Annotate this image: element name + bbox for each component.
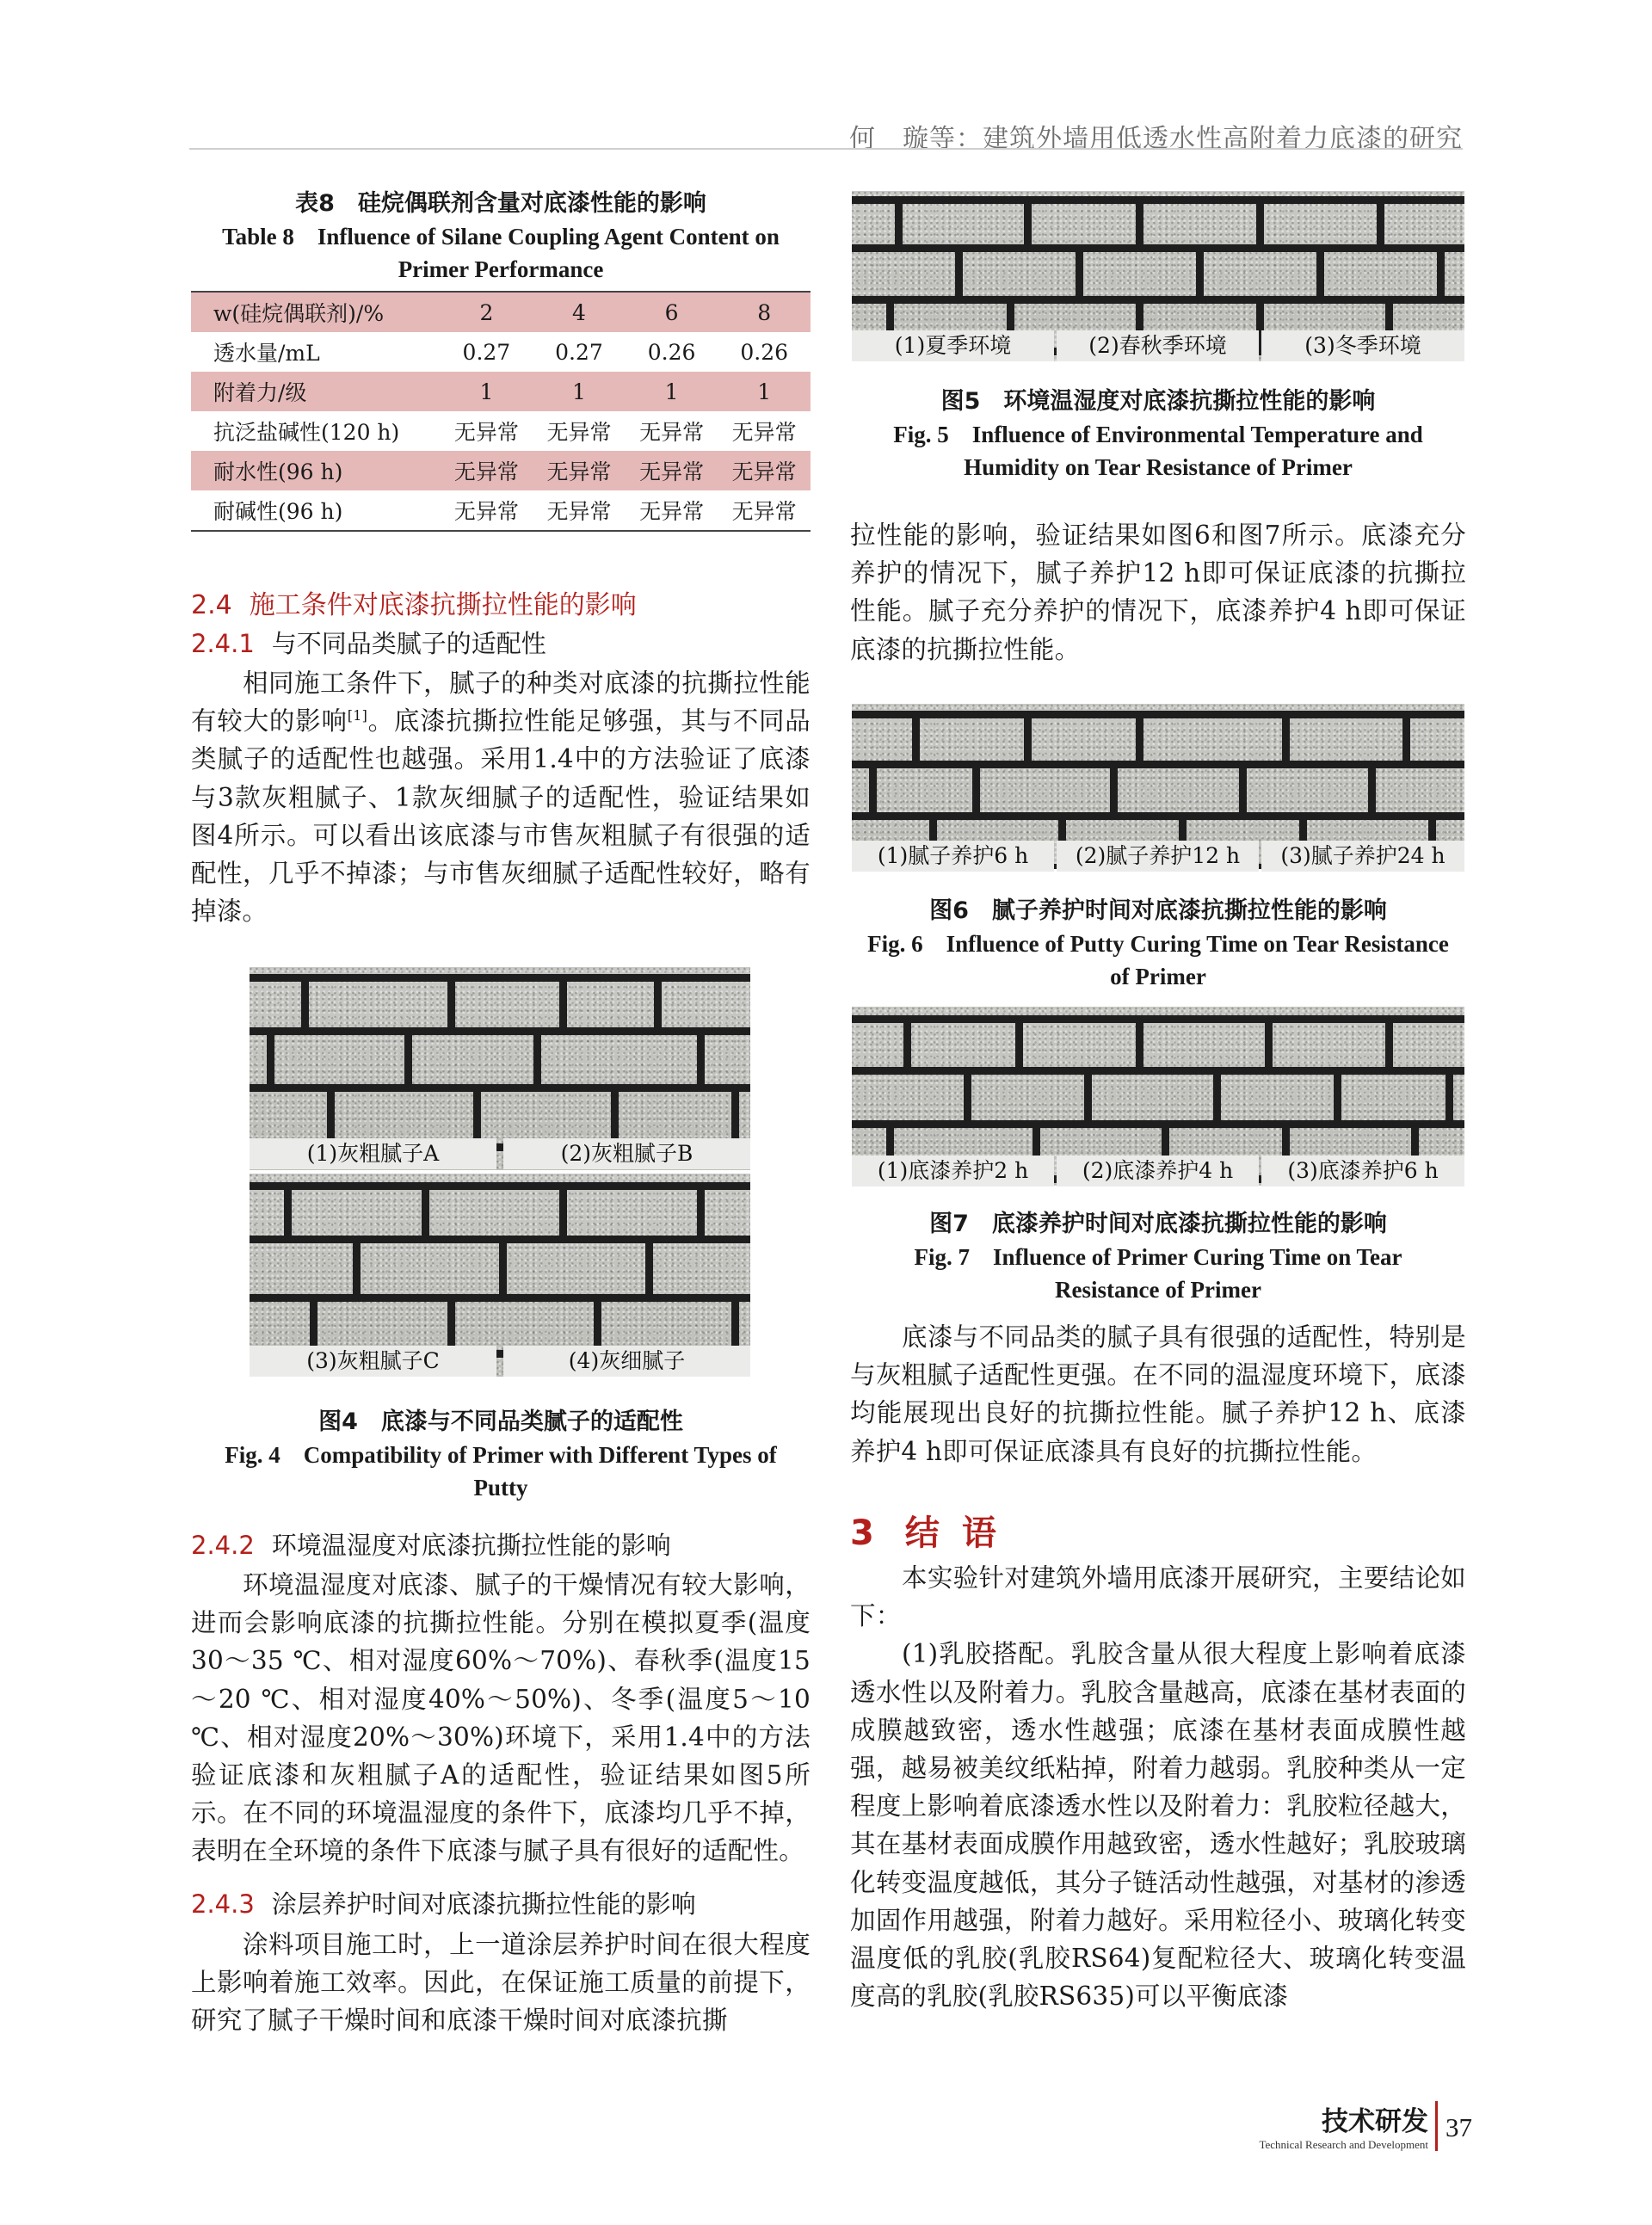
joint-vertical	[422, 1182, 429, 1236]
table-cell: 无异常	[639, 459, 705, 484]
table-cell: 1	[757, 379, 772, 404]
figure-6-caption-zh: 图6 腻子养护时间对底漆抗撕拉性能的影响	[929, 897, 1387, 924]
table-cell: 1	[664, 379, 679, 404]
joint-vertical	[533, 1027, 541, 1084]
joint-vertical	[869, 761, 877, 812]
joint-vertical	[1282, 711, 1290, 761]
table-cell: 4	[533, 292, 626, 332]
joint-vertical	[645, 1236, 653, 1294]
joint-vertical	[697, 1182, 705, 1236]
joint-vertical	[1110, 761, 1118, 812]
figure-4-caption-en-line1: Fig. 4 Compatibility of Primer with Different Types of	[225, 1442, 777, 1468]
section-2-4-1-heading	[191, 625, 811, 663]
joint-vertical	[1136, 196, 1143, 244]
joint-vertical	[1239, 761, 1247, 812]
table-cell: 1	[479, 379, 494, 404]
joint-vertical	[611, 1084, 619, 1143]
joint-vertical	[731, 1294, 739, 1350]
table-cell: 无异常	[453, 420, 519, 445]
figure-7-caption-zh: 图7 底漆养护时间对底漆抗撕拉性能的影响	[929, 1211, 1387, 1237]
joint-vertical	[1256, 196, 1264, 244]
figure-4-caption-zh: 图4 底漆与不同品类腻子的适配性	[318, 1408, 683, 1435]
table-cell: 8	[718, 292, 811, 332]
joint-horizontal	[250, 1182, 750, 1190]
figure-5-label-1: (1)夏季环境	[852, 330, 1054, 361]
joint-vertical	[284, 1182, 292, 1236]
page-number: 37	[1446, 2112, 1472, 2142]
figure-4-caption-en-line2: Putty	[473, 1475, 528, 1501]
joint-vertical	[1015, 1015, 1023, 1067]
joint-vertical	[1402, 711, 1410, 761]
figure-5-caption-en-line2: Humidity on Tear Resistance of Primer	[964, 454, 1353, 480]
figure-4-label-1: (1)灰粗腻子A	[250, 1138, 496, 1169]
table8-caption-en-line2: Primer Performance	[398, 256, 604, 282]
table-row	[191, 332, 811, 372]
joint-vertical	[559, 974, 567, 1027]
figure-7-caption-en-line1: Fig. 7 Influence of Primer Curing Time on Tear	[914, 1244, 1402, 1270]
section-3-number: 3	[850, 1513, 897, 1553]
table-cell: 无异常	[441, 490, 533, 531]
table-cell: 无异常	[639, 420, 705, 445]
paragraph-text: 。底漆抗撕拉性能足够强，其与不同品类腻子的适配性也越强。采用1.4中的方法验证了底漆与3款灰粗腻子、1款灰细腻子的适配性，验证结果如图4所示。可以看出该底漆与市售灰粗腻子有很强的适配性，几乎不掉漆；与市售灰细腻子适配性较好，略有掉漆。	[191, 706, 811, 927]
table-cell: 0.26	[647, 339, 696, 365]
table-cell: 1	[572, 379, 586, 404]
joint-vertical	[1265, 1015, 1273, 1067]
joint-vertical	[1446, 1067, 1453, 1120]
joint-vertical	[955, 244, 963, 296]
joint-vertical	[1084, 1067, 1092, 1120]
figure-4-label-4: (4)灰细腻子	[503, 1346, 750, 1377]
joint-horizontal	[852, 296, 1464, 304]
table-cell: 0.27	[462, 339, 511, 365]
figure-4-label-3: (3)灰粗腻子C	[250, 1346, 496, 1377]
joint-vertical	[1196, 244, 1204, 296]
joint-vertical	[310, 1294, 317, 1350]
table-row-label: 耐碱性(96 h)	[191, 490, 441, 531]
joint-vertical	[447, 974, 455, 1027]
joint-vertical	[1024, 711, 1032, 761]
joint-vertical	[972, 761, 980, 812]
figure-6-label-3: (3)腻子养护24 h	[1261, 841, 1464, 872]
table-row	[191, 490, 811, 531]
table-row-label: 透水量/mL	[213, 341, 320, 366]
paragraph: 涂料项目施工时，上一道涂层养护时间在很大程度上影响着施工效率。因此，在保证施工质量的前提下，研究了腻子干燥时间和底漆干燥时间对底漆抗撕	[191, 1930, 811, 2036]
joint-vertical	[1213, 1067, 1221, 1120]
table8-caption-en	[191, 220, 811, 286]
joint-horizontal	[852, 244, 1464, 252]
joint-vertical	[903, 1015, 911, 1067]
section-2-4-3-number: 2.4.3	[191, 1889, 255, 1919]
joint-horizontal	[852, 1015, 1464, 1023]
joint-horizontal	[250, 1027, 750, 1035]
table-cell: 无异常	[731, 459, 797, 484]
section-2-4-heading	[191, 587, 811, 625]
section-2-4-number: 2.4	[191, 590, 232, 620]
table-cell: 无异常	[718, 490, 811, 531]
joint-vertical	[594, 1294, 601, 1350]
joint-vertical	[353, 1236, 361, 1294]
section-3-body	[850, 1559, 1466, 2015]
figure-5-label-3: (3)冬季环境	[1261, 330, 1464, 361]
citation-ref: [1]	[347, 707, 368, 724]
paragraph: 拉性能的影响，验证结果如图6和图7所示。底漆充分养护的情况下，腻子养护12 h即可保证底漆的抗撕拉性能。腻子充分养护的情况下，底漆养护4 h即可保证底漆的抗撕拉性能。	[850, 521, 1466, 664]
section-2-4-2-heading	[191, 1526, 811, 1564]
table8-caption-en-line1: Table 8 Influence of Silane Coupling Agent Content on	[222, 224, 780, 250]
joint-vertical	[1437, 244, 1445, 296]
figure-7-label-1: (1)底漆养护2 h	[852, 1156, 1054, 1186]
joint-vertical	[1368, 761, 1376, 812]
section-2-4-1-title: 与不同品类腻子的适配性	[271, 629, 546, 658]
table8	[191, 291, 811, 532]
table-row-label: 耐水性(96 h)	[213, 459, 343, 484]
joint-horizontal	[250, 974, 750, 982]
paragraph: 环境温湿度对底漆、腻子的干燥情况有较大影响，进而会影响底漆的抗撕拉性能。分别在模拟夏季(温度30～35 ℃、相对湿度60%～70%)、春秋季(温度15～20 ℃、相对湿度40%～50%)、冬季(温度5～10 ℃、相对湿度20%～30%)环境下，采用1.4中的方法验证底漆和灰粗腻子A的适配性，验证结果如图5所示。在不同的环境温湿度的条件下，底漆均几乎不掉，表明在全环境的条件下底漆与腻子具有很好的适配性。	[191, 1570, 811, 1866]
paragraph-text: 相同施工条件下，腻子的种类对底漆的抗撕拉性能有较大的影响	[191, 669, 811, 737]
paragraph: (1)乳胶搭配。乳胶含量从很大程度上影响着底漆透水性以及附着力。乳胶含量越高，底漆在基材表面的成膜越致密，透水性越强；底漆在基材表面成膜性越强，越易被美纹纸粘掉，附着力越弱。乳胶种类从一定程度上影响着底漆透水性以及附着力：乳胶粒径越大，其在基材表面成膜作用越致密，透水性越好；乳胶玻璃化转变温度越低，其分子链活动性越强，对基材的渗透加固作用越强，附着力越好。采用粒径小、玻璃化转变温度低的乳胶(乳胶RS64)复配粒径大、玻璃化转变温度高的乳胶(乳胶RS635)可以平衡底漆	[850, 1639, 1466, 2012]
section-2-4-3-title: 涂层养护时间对底漆抗撕拉性能的影响	[271, 1889, 696, 1919]
figure-4-label-2: (2)灰粗腻子B	[503, 1138, 750, 1169]
joint-vertical	[473, 1084, 481, 1143]
table-cell: 0.27	[555, 339, 603, 365]
paragraph	[191, 664, 811, 930]
joint-horizontal	[250, 1084, 750, 1092]
joint-vertical	[1334, 1067, 1341, 1120]
section-2-4-2-number: 2.4.2	[191, 1531, 255, 1560]
table-cell: 无异常	[626, 490, 718, 531]
figure-5-label-2: (2)春秋季环境	[1057, 330, 1259, 361]
figure-5-caption-en	[850, 418, 1466, 484]
figure-7-label-3: (3)底漆养护6 h	[1261, 1156, 1464, 1186]
joint-vertical	[1377, 196, 1384, 244]
table-cell: 无异常	[546, 459, 612, 484]
table-cell: 无异常	[453, 459, 519, 484]
joint-vertical	[1076, 244, 1083, 296]
joint-horizontal	[852, 711, 1464, 718]
running-head: 何 璇等：建筑外墙用低透水性高附着力底漆的研究	[849, 124, 1463, 154]
joint-vertical	[1136, 711, 1143, 761]
joint-vertical	[697, 1027, 705, 1084]
section-2-4-3-heading	[191, 1885, 811, 1923]
table-row	[191, 372, 811, 411]
section-2-4-3-summary	[850, 1318, 1466, 1470]
joint-vertical	[447, 1294, 455, 1350]
joint-vertical	[301, 974, 309, 1027]
figure-7-caption-en	[850, 1241, 1466, 1306]
joint-vertical	[1136, 1015, 1143, 1067]
section-3-heading	[850, 1506, 1466, 1555]
table-row	[191, 411, 811, 451]
joint-vertical	[404, 1027, 412, 1084]
footer-section-zh: 技术研发	[1322, 2106, 1428, 2137]
footer-divider	[1435, 2101, 1438, 2151]
section-2-4-3-body-cont	[850, 516, 1466, 669]
table8-body	[191, 292, 811, 531]
table-cell: 无异常	[546, 420, 612, 445]
figure-5-caption-en-line1: Fig. 5 Influence of Environmental Temperature and	[893, 422, 1423, 447]
table-row-label: 抗泛盐碱性(120 h)	[213, 420, 400, 445]
joint-vertical	[1316, 244, 1324, 296]
table-cell: 0.26	[740, 339, 789, 365]
footer-section-en: Technical Research and Development	[1259, 2138, 1428, 2151]
figure-6-caption-en-line2: of Primer	[1110, 964, 1206, 989]
figure-6-caption-en-line1: Fig. 6 Influence of Putty Curing Time on Tear Resistance	[867, 931, 1449, 957]
joint-horizontal	[852, 1120, 1464, 1128]
table-cell: 无异常	[731, 420, 797, 445]
table-cell: 2	[441, 292, 533, 332]
joint-vertical	[912, 711, 920, 761]
joint-horizontal	[250, 1294, 750, 1302]
section-2-4-1-body	[191, 664, 811, 930]
figure-6-label-1: (1)腻子养护6 h	[852, 841, 1054, 872]
joint-vertical	[267, 1027, 274, 1084]
joint-vertical	[654, 974, 662, 1027]
section-2-4-title: 施工条件对底漆抗撕拉性能的影响	[249, 590, 637, 620]
table-row	[191, 451, 811, 490]
joint-vertical	[731, 1084, 739, 1143]
joint-horizontal	[852, 196, 1464, 204]
joint-vertical	[964, 1067, 971, 1120]
figure-4-caption-en	[191, 1439, 811, 1504]
table-cell: 无异常	[533, 490, 626, 531]
paragraph: 本实验针对建筑外墙用底漆开展研究，主要结论如下：	[850, 1563, 1466, 1631]
joint-vertical	[327, 1084, 335, 1143]
joint-vertical	[895, 196, 903, 244]
joint-vertical	[1385, 1015, 1393, 1067]
figure-5-caption-zh: 图5 环境温湿度对底漆抗撕拉性能的影响	[940, 388, 1376, 415]
joint-horizontal	[852, 1067, 1464, 1075]
figure-6-caption-en	[850, 928, 1466, 993]
table-row-label: w(硅烷偶联剂)/%	[191, 292, 441, 332]
joint-horizontal	[852, 812, 1464, 820]
section-2-4-1-number: 2.4.1	[191, 629, 255, 658]
footer-section	[1196, 2099, 1428, 2152]
figure-7-caption-en-line2: Resistance of Primer	[1055, 1277, 1261, 1303]
table-row	[191, 292, 811, 332]
section-3-title: 结语	[904, 1513, 1019, 1553]
table-cell: 6	[626, 292, 718, 332]
figure-6-label-2: (2)腻子养护12 h	[1057, 841, 1259, 872]
table-row-label: 附着力/级	[213, 380, 307, 405]
joint-vertical	[499, 1236, 507, 1294]
table8-caption-zh: 表8 硅烷偶联剂含量对底漆性能的影响	[295, 190, 706, 217]
section-2-4-2-body	[191, 1566, 811, 1871]
joint-vertical	[559, 1182, 567, 1236]
section-2-4-2-title: 环境温湿度对底漆抗撕拉性能的影响	[271, 1531, 671, 1560]
section-2-4-3-body	[191, 1926, 811, 2040]
figure-7-label-2: (2)底漆养护4 h	[1057, 1156, 1259, 1186]
header-rule	[189, 148, 1463, 150]
paragraph: 底漆与不同品类的腻子具有很强的适配性，特别是与灰粗腻子适配性更强。在不同的温湿度环境下，底漆均能展现出良好的抗撕拉性能。腻子养护12 h、底漆养护4 h即可保证底漆具有良好的抗撕拉性能。	[850, 1322, 1466, 1466]
joint-vertical	[1024, 196, 1032, 244]
